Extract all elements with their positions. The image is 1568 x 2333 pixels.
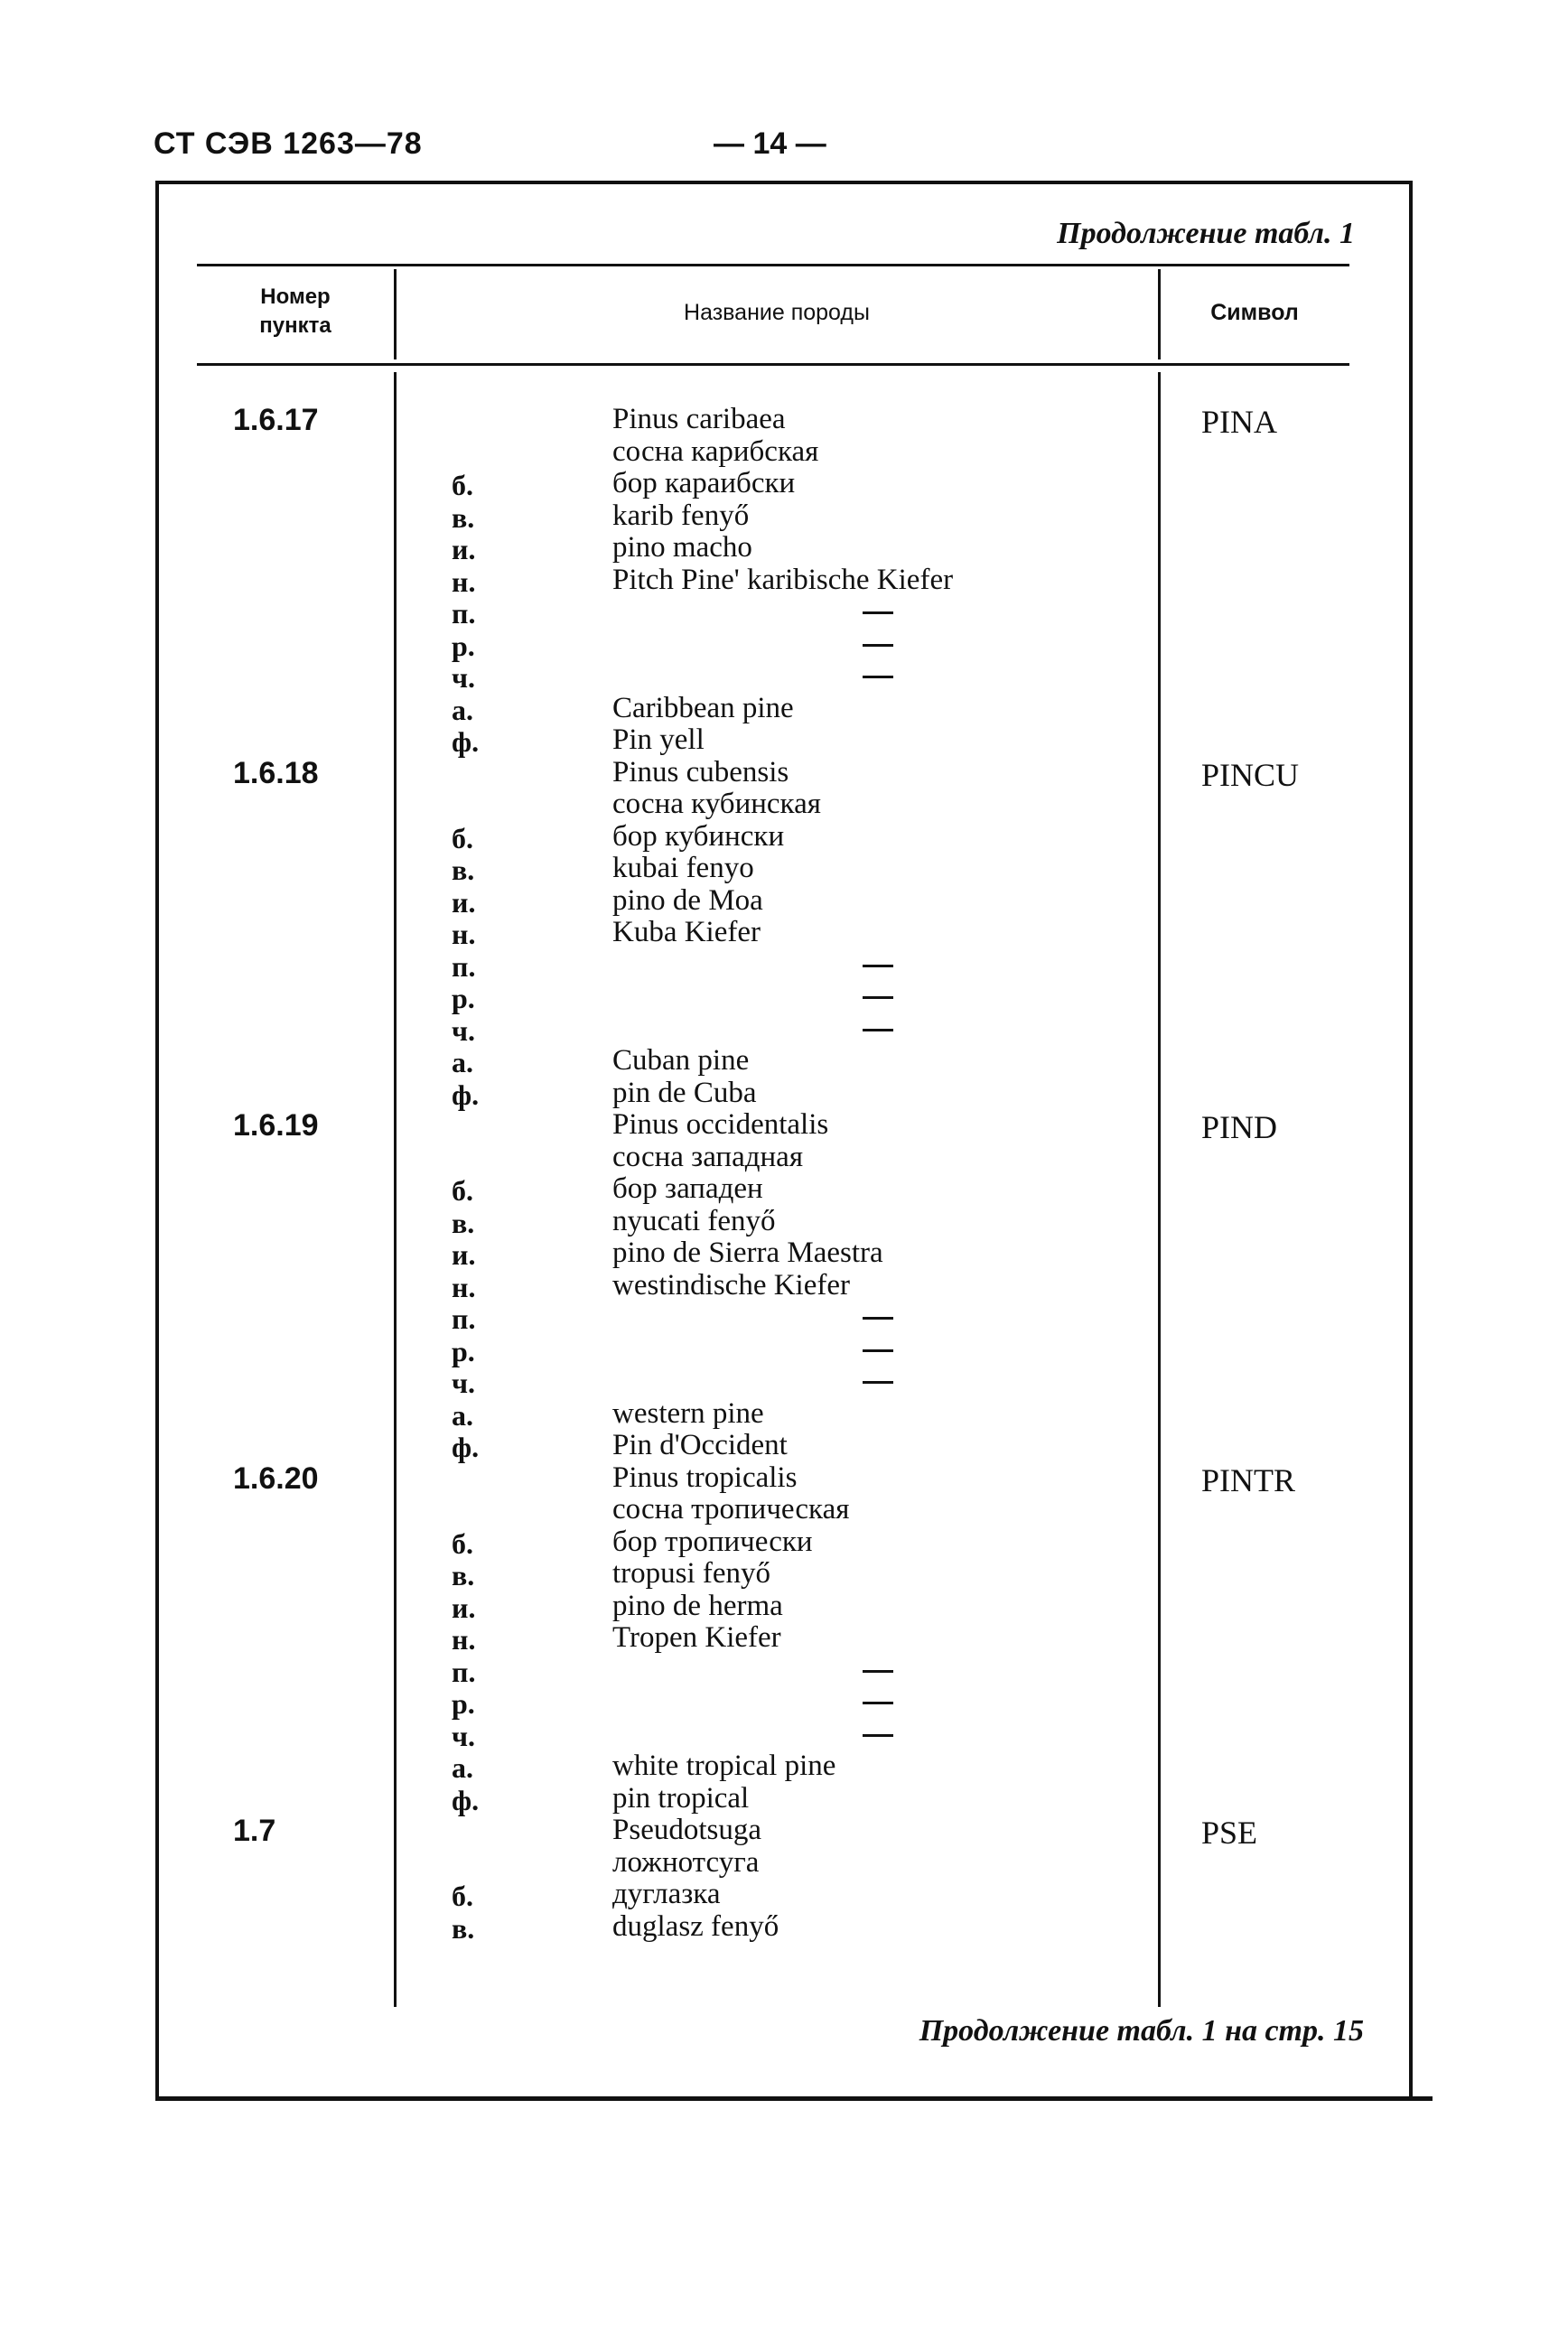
table-row (0, 434, 1568, 469)
table-row (0, 883, 1568, 919)
table-row (0, 1174, 1568, 1206)
table-row (0, 469, 1568, 500)
table-row (0, 950, 1568, 982)
table-row (0, 630, 1568, 661)
language-code: п. (452, 949, 476, 983)
species-name: pino de Moa (612, 883, 763, 917)
table-row (0, 1431, 1568, 1462)
table-row (0, 1335, 1568, 1367)
table-row (0, 1046, 1568, 1078)
no-name-dash (863, 611, 893, 614)
species-name: Pinus occidentalis (612, 1108, 829, 1141)
no-name-dash (863, 1381, 893, 1384)
column-header-number (199, 283, 392, 341)
table-row (0, 403, 1568, 440)
language-code: р. (452, 629, 475, 662)
language-code: п. (452, 597, 476, 630)
no-name-dash (863, 1702, 893, 1704)
column-divider (394, 269, 397, 359)
language-code: в. (452, 1911, 475, 1945)
species-name: karib fenyő (612, 499, 750, 532)
table-row (0, 755, 1568, 793)
table-row (0, 1108, 1568, 1145)
species-name: kubai fenyo (612, 852, 754, 884)
column-header-number-line: Номер (260, 285, 331, 309)
table-row (0, 918, 1568, 949)
species-name: Pin d'Occident (612, 1429, 788, 1461)
language-code: н. (452, 918, 476, 950)
no-name-dash (863, 1317, 893, 1320)
species-name: бор кубински (612, 819, 785, 853)
table-frame-top (155, 181, 1413, 184)
entry-number: 1.6.17 (233, 403, 319, 437)
species-name: pino de herma (612, 1589, 783, 1622)
language-code: р. (452, 982, 475, 1014)
species-name: pino de Sierra Maestra (612, 1236, 883, 1269)
language-code: а. (452, 1751, 473, 1784)
continuation-note-bottom: Продолжение табл. 1 на стр. 15 (919, 2014, 1364, 2048)
language-code: ч. (452, 1719, 476, 1752)
entry-symbol: PINTR (1201, 1461, 1296, 1498)
species-name: бор тропически (612, 1525, 813, 1558)
table-row (0, 1078, 1568, 1110)
table-row (0, 854, 1568, 885)
language-code: б. (452, 821, 473, 854)
table-row (0, 1396, 1568, 1432)
no-name-dash (863, 1734, 893, 1737)
species-name: nyucati fenyő (612, 1204, 776, 1237)
no-name-dash (863, 996, 893, 999)
language-code: и. (452, 885, 476, 919)
table-row (0, 819, 1568, 854)
species-name: white tropical pine (612, 1750, 836, 1782)
table-row (0, 1014, 1568, 1046)
species-name: westindische Kiefer (612, 1268, 850, 1302)
species-name: tropusi fenyő (612, 1557, 771, 1590)
entry-number: 1.6.19 (233, 1108, 319, 1143)
language-code: н. (452, 1623, 476, 1656)
entry-number: 1.7 (233, 1814, 276, 1848)
table-row (0, 1623, 1568, 1655)
species-name: pino macho (612, 531, 752, 564)
table-row (0, 1909, 1568, 1945)
language-code: в. (452, 500, 475, 534)
language-code: и. (452, 533, 476, 565)
table-row (0, 597, 1568, 629)
table-row (0, 1527, 1568, 1559)
species-name: Pinus cubensis (612, 755, 789, 789)
table-frame-bottom (155, 2096, 1433, 2101)
species-name: дуглазка (612, 1878, 721, 1910)
table-row (0, 1302, 1568, 1334)
table-row (0, 1687, 1568, 1719)
language-code: ч. (452, 1367, 476, 1399)
language-code: а. (452, 1398, 473, 1432)
no-name-dash (863, 1670, 893, 1673)
column-header-number-line: пункта (259, 313, 331, 338)
language-code: п. (452, 1655, 476, 1688)
species-name: сосна кубинская (612, 788, 821, 820)
continuation-note-top: Продолжение табл. 1 (1057, 217, 1355, 250)
language-code: п. (452, 1302, 476, 1335)
table-row (0, 1656, 1568, 1687)
no-name-dash (863, 676, 893, 678)
language-code: в. (452, 1559, 475, 1591)
column-header-symbol: Символ (1210, 300, 1299, 325)
entry-symbol: PINA (1201, 404, 1278, 440)
language-code: и. (452, 1238, 476, 1271)
language-code: а. (452, 1046, 473, 1078)
table-row (0, 691, 1568, 726)
language-code: ч. (452, 661, 476, 694)
page-header-standard: СТ СЭВ 1263—78 (154, 126, 423, 161)
table-row (0, 1781, 1568, 1816)
table-row (0, 789, 1568, 821)
language-code: в. (452, 1206, 475, 1239)
language-code: н. (452, 1270, 476, 1303)
table-row (0, 1751, 1568, 1783)
species-name: сосна карибская (612, 434, 819, 468)
language-code: р. (452, 1687, 475, 1720)
language-code: н. (452, 565, 476, 598)
species-name: duglasz fenyő (612, 1909, 779, 1943)
species-name: Pinus tropicalis (612, 1460, 798, 1494)
language-code: ф. (452, 725, 480, 758)
table-row (0, 1460, 1568, 1498)
language-code: и. (452, 1591, 476, 1624)
language-code: б. (452, 1174, 473, 1207)
no-name-dash (863, 1029, 893, 1031)
table-row (0, 1495, 1568, 1526)
language-code: а. (452, 693, 473, 726)
language-code: б. (452, 469, 473, 501)
species-name: pin de Cuba (612, 1076, 757, 1109)
species-name: сосна тропическая (612, 1493, 850, 1526)
no-name-dash (863, 1349, 893, 1352)
species-name: сосна западная (612, 1140, 804, 1173)
table-row (0, 1367, 1568, 1398)
entry-symbol: PSE (1201, 1815, 1258, 1851)
entry-symbol: PINCU (1201, 756, 1300, 793)
column-divider (1158, 269, 1161, 359)
table-row (0, 982, 1568, 1013)
table-row (0, 1814, 1568, 1851)
species-name: Pinus caribaea (612, 403, 786, 435)
entry-number: 1.6.18 (233, 755, 319, 790)
table-row (0, 533, 1568, 565)
table-row (0, 1140, 1568, 1174)
table-row (0, 1268, 1568, 1303)
entry-symbol: PIND (1201, 1109, 1278, 1145)
entry-number: 1.6.20 (233, 1460, 319, 1496)
language-code: ф. (452, 1431, 480, 1463)
language-code: б. (452, 1880, 473, 1912)
table-row (0, 1720, 1568, 1751)
language-code: ч. (452, 1013, 476, 1047)
species-name: Pseudotsuga (612, 1814, 761, 1846)
species-name: бор западен (612, 1172, 763, 1205)
species-name: бор караибски (612, 467, 796, 499)
table-row (0, 501, 1568, 533)
table-row (0, 661, 1568, 693)
language-code: б. (452, 1526, 473, 1560)
language-code: р. (452, 1334, 475, 1367)
table-row (0, 1591, 1568, 1623)
species-name: ложнотсуга (612, 1845, 760, 1879)
species-name: Cuban pine (612, 1044, 750, 1077)
table-row (0, 1238, 1568, 1270)
species-name: Tropen Kiefer (612, 1621, 781, 1654)
table-row (0, 1204, 1568, 1239)
table-row (0, 565, 1568, 597)
table-row (0, 1880, 1568, 1911)
header-rule-bottom (197, 363, 1349, 366)
table-row (0, 725, 1568, 757)
header-rule-top (197, 264, 1349, 266)
language-code: ф. (452, 1078, 480, 1111)
column-header-name: Название породы (684, 300, 870, 325)
no-name-dash (863, 965, 893, 967)
species-name: Kuba Kiefer (612, 916, 761, 948)
language-code: ф. (452, 1783, 480, 1816)
table-row (0, 1845, 1568, 1880)
no-name-dash (863, 644, 893, 647)
page-number: — 14 — (714, 126, 826, 161)
species-name: Caribbean pine (612, 691, 794, 724)
table-row (0, 1559, 1568, 1591)
species-name: Pin yell (612, 723, 705, 756)
language-code: в. (452, 854, 475, 886)
species-name: western pine (612, 1396, 764, 1430)
species-name: Pitch Pine' karibische Kiefer (612, 563, 954, 596)
species-name: pin tropical (612, 1781, 750, 1815)
